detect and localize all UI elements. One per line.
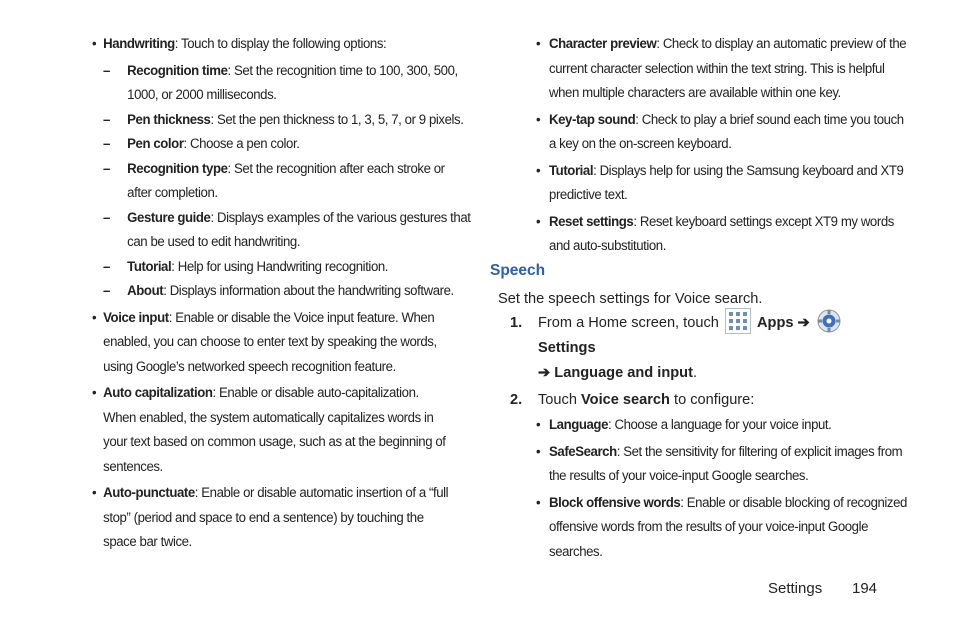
desc: : Enable or disable blocking of recognized offensive words from the results of your voice-input Google searches. xyxy=(549,494,907,560)
desc: : Set the recognition time to 100, 300, 500, 1000, or 2000 milliseconds. xyxy=(127,62,458,103)
bullet-marker: • xyxy=(536,213,541,230)
term: Character preview xyxy=(549,36,657,52)
language-and-input-label: Language and input xyxy=(554,365,693,381)
desc: : Check to play a brief sound each time you touch a key on the on-screen keyboard. xyxy=(549,111,904,152)
desc: : Displays help for using the Samsung keyboard and XT9 predictive text. xyxy=(549,162,904,203)
desc: : Choose a pen color. xyxy=(183,136,300,152)
term: SafeSearch xyxy=(549,443,617,460)
desc: : Touch to display the following options: xyxy=(174,36,387,52)
term: Tutorial xyxy=(127,258,172,275)
bullet-marker: • xyxy=(92,36,97,52)
bullet-tutorial xyxy=(536,159,912,208)
apps-label: Apps xyxy=(757,315,794,331)
term: Recognition type xyxy=(127,160,228,177)
right-column xyxy=(488,32,907,566)
bullet-marker: • xyxy=(92,485,97,501)
dash-marker: – xyxy=(103,283,110,299)
step-1 xyxy=(490,311,898,386)
bullet-block-offensive-words xyxy=(536,491,912,565)
term: Voice input xyxy=(103,309,169,326)
desc: : Enable or disable automatic insertion of a “full stop” (period and space to end a sentence) by touching the space bar twice. xyxy=(103,485,449,550)
term: About xyxy=(127,283,164,299)
settings-gear-icon xyxy=(816,308,842,334)
sub-item-about xyxy=(103,279,471,304)
settings-label: Settings xyxy=(538,340,596,356)
term: Handwriting xyxy=(103,36,175,52)
bullet-character-preview xyxy=(536,32,912,106)
step-text: From a Home screen, touch xyxy=(538,315,719,331)
term: Auto capitalization xyxy=(103,385,213,401)
sub-item-pen-thickness xyxy=(103,108,471,133)
bullet-marker: • xyxy=(536,417,541,433)
desc: : Displays information about the handwriting software. xyxy=(163,283,454,299)
desc: : Enable or disable auto-capitalization. When enabled, the system automatically capitalizes words in your text based on common usage, such as at the beginning of sentences. xyxy=(103,385,446,475)
footer-page-number: 194 xyxy=(852,580,878,597)
left-column xyxy=(92,32,471,557)
step-number: 1. xyxy=(510,315,523,331)
term: Pen color xyxy=(127,136,184,152)
bullet-marker: • xyxy=(536,162,541,179)
speech-intro: Set the speech settings for Voice search. xyxy=(498,290,763,307)
sub-item-pen-color xyxy=(103,132,471,157)
desc: : Set the sensitivity for filtering of explicit images from the results of your voice-input Google searches. xyxy=(549,443,903,484)
apps-grid-icon xyxy=(725,308,751,334)
desc: : Reset keyboard settings except XT9 my words and auto-substitution. xyxy=(549,213,894,254)
term: Key-tap sound xyxy=(549,111,636,128)
desc: : Set the pen thickness to 1, 3, 5, 7, or 9 pixels. xyxy=(210,111,464,128)
dash-marker: – xyxy=(103,258,110,275)
bullet-marker: • xyxy=(92,309,97,326)
desc: : Enable or disable the Voice input feature. When enabled, you can choose to enter text by speaking the words, using Google’s networked speech recognition feature. xyxy=(103,309,437,375)
dash-marker: – xyxy=(103,111,110,128)
term: Language xyxy=(549,417,608,433)
bullet-language xyxy=(536,413,912,438)
bullet-reset-settings xyxy=(536,210,912,259)
desc: : Help for using Handwriting recognition. xyxy=(171,258,389,275)
desc: : Set the recognition after each stroke or after completion. xyxy=(127,160,445,201)
sub-item-gesture-guide xyxy=(103,206,471,255)
dash-marker: – xyxy=(103,160,110,177)
section-heading-speech: Speech xyxy=(490,261,546,279)
bullet-key-tap-sound xyxy=(536,108,912,157)
bullet-marker: • xyxy=(536,111,541,128)
term: Recognition time xyxy=(127,62,228,79)
step-2 xyxy=(490,388,898,413)
desc: : Displays examples of the various gestures that can be used to edit handwriting. xyxy=(127,209,471,250)
sub-item-recognition-type xyxy=(103,157,471,206)
dash-marker: – xyxy=(103,209,110,226)
term: Reset settings xyxy=(549,213,634,230)
bullet-marker: • xyxy=(92,385,97,401)
voice-search-label: Voice search xyxy=(581,392,670,408)
bullet-voice-input xyxy=(92,306,452,380)
term: Pen thickness xyxy=(127,111,211,128)
bullet-auto-capitalization xyxy=(92,381,452,479)
bullet-marker: • xyxy=(536,443,541,460)
period: . xyxy=(692,365,697,381)
sub-item-recognition-time xyxy=(103,59,471,108)
dash-marker: – xyxy=(103,136,110,152)
arrow: ➔ xyxy=(538,365,551,381)
desc: : Check to display an automatic preview of the current character selection within the text string. This is helpful when multiple characters are available within one key. xyxy=(549,36,907,101)
desc: : Choose a language for your voice input. xyxy=(607,417,832,433)
term: Tutorial xyxy=(549,162,594,179)
sub-item-tutorial xyxy=(103,255,471,280)
bullet-auto-punctuate xyxy=(92,481,452,555)
term: Auto-punctuate xyxy=(103,485,195,501)
step-text: Touch xyxy=(538,392,581,408)
bullet-marker: • xyxy=(536,36,541,52)
dash-marker: – xyxy=(103,62,110,79)
step-number: 2. xyxy=(510,392,523,408)
term: Gesture guide xyxy=(127,209,211,226)
bullet-marker: • xyxy=(536,494,541,511)
term: Block offensive words xyxy=(549,494,681,511)
arrow: ➔ xyxy=(797,315,810,331)
bullet-safesearch xyxy=(536,440,912,489)
bullet-handwriting xyxy=(92,32,452,57)
footer-section: Settings xyxy=(768,580,823,597)
step-text-end: to configure: xyxy=(669,392,755,408)
